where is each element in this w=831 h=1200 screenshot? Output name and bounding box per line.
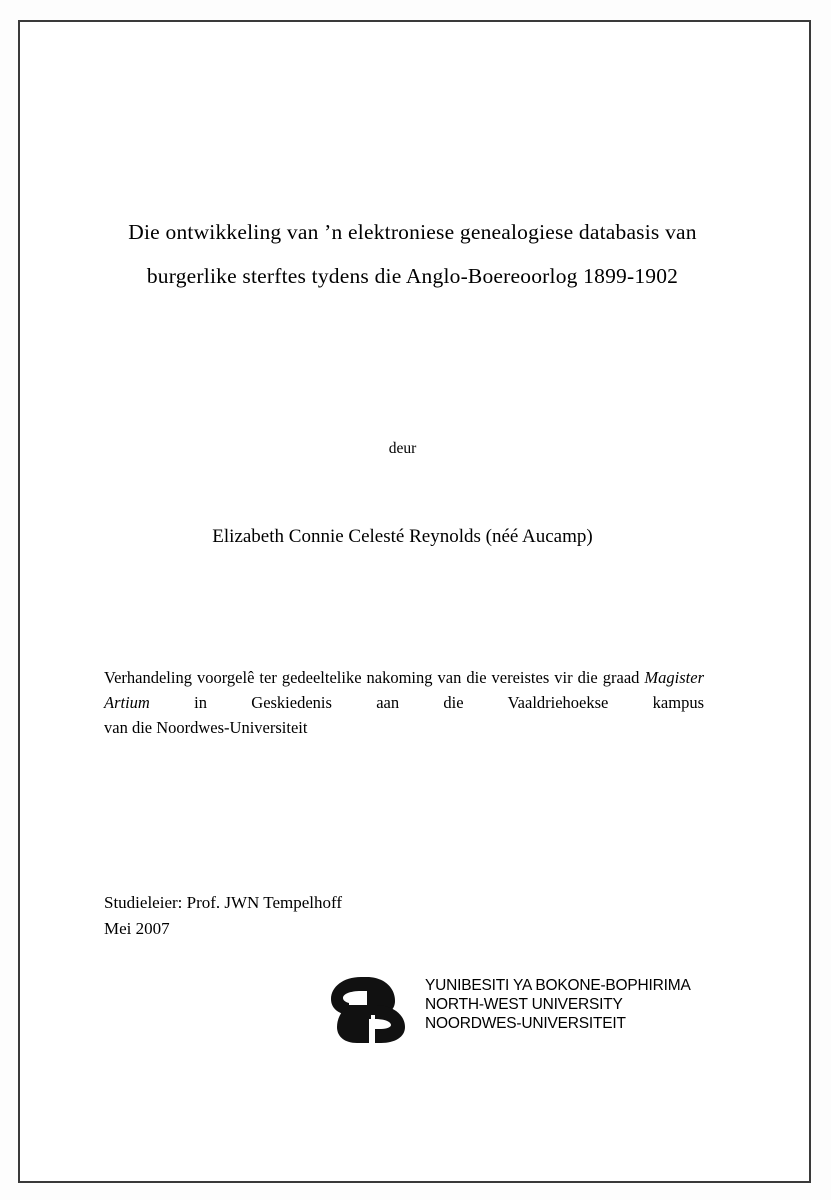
degree-statement-part-3: van die Noordwes-Universiteit: [104, 718, 308, 737]
supervisor-line: Studieleier: Prof. JWN Tempelhoff: [104, 893, 343, 912]
university-logo-line-1: YUNIBESITI YA BOKONE-BOPHIRIMA: [425, 977, 691, 994]
university-logo-line-3: NOORDWES-UNIVERSITEIT: [425, 1015, 626, 1032]
degree-statement-part-1: Verhandeling voorgelê ter gedeeltelike nakoming van die vereistes vir die graad: [104, 668, 645, 687]
date-line: Mei 2007: [104, 919, 170, 938]
page-title-line-1: Die ontwikkeling van ’n elektroniese genealogiese databasis van: [128, 220, 697, 244]
university-logo-line-2: NORTH-WEST UNIVERSITY: [425, 996, 623, 1013]
degree-statement-part-2: in Geskiedenis aan die Vaaldriehoekse kampus: [149, 693, 704, 712]
degree-statement-justified-block: [104, 665, 704, 715]
degree-name: Magister Artium: [104, 668, 704, 712]
north-west-university-logo-icon: [323, 975, 413, 1045]
page-title: [100, 210, 725, 298]
university-logo-text: [425, 976, 691, 1033]
by-label: deur: [388, 440, 417, 457]
author-name: Elizabeth Connie Celesté Reynolds (néé Aucamp): [212, 526, 593, 547]
university-logo: [300, 970, 720, 1050]
degree-statement: [104, 665, 704, 740]
page-title-line-2: burgerlike sterftes tydens die Anglo-Boereoorlog 1899-1902: [146, 264, 679, 288]
title-page-content: [80, 60, 740, 1120]
